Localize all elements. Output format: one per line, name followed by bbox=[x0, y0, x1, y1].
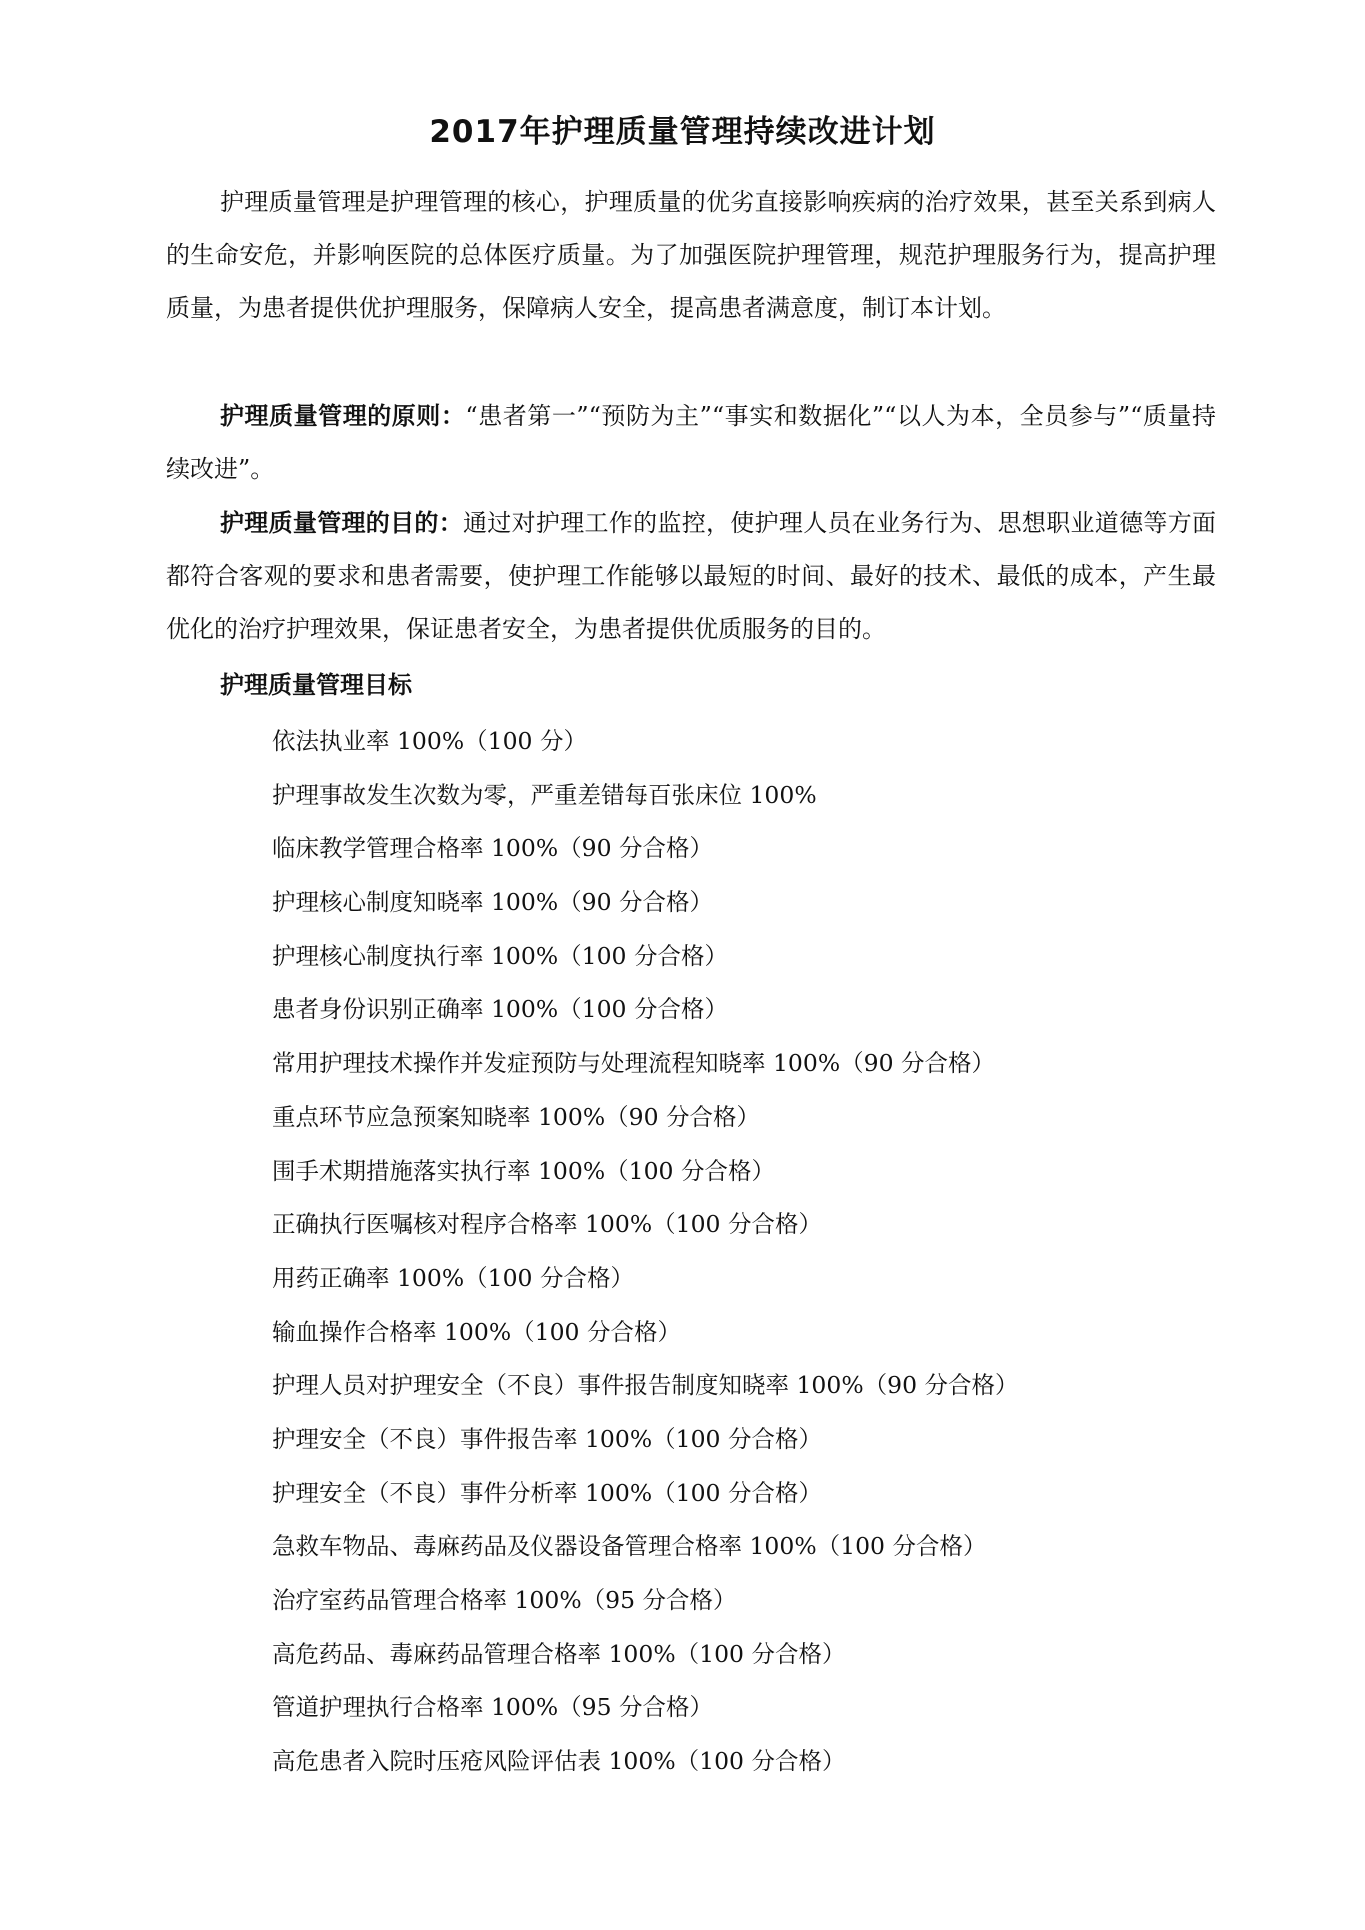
goal-item: 护理核心制度知晓率 100%（90 分合格） bbox=[272, 888, 714, 917]
goal-item: 正确执行医嘱核对程序合格率 100%（100 分合格） bbox=[272, 1210, 822, 1239]
purpose-label: 护理质量管理的目的： bbox=[220, 509, 463, 537]
purpose-paragraph bbox=[166, 497, 1216, 656]
goal-item: 围手术期措施落实执行率 100%（100 分合格） bbox=[272, 1156, 775, 1185]
goals-heading: 护理质量管理目标 bbox=[220, 671, 412, 699]
goal-item: 依法执业率 100%（100 分） bbox=[272, 727, 587, 755]
goal-item: 护理安全（不良）事件分析率 100%（100 分合格） bbox=[272, 1478, 822, 1507]
intro-paragraph: 护理质量管理是护理管理的核心，护理质量的优劣直接影响疾病的治疗效果，甚至关系到病人的生命安危，并影响医院的总体医疗质量。为了加强医院护理管理，规范护理服务行为，提高护理质量，为患者提供优护理服务，保障病人安全，提高患者满意度，制订本计划。 bbox=[166, 188, 1216, 322]
goal-item: 临床教学管理合格率 100%（90 分合格） bbox=[272, 834, 714, 863]
goal-item: 护理安全（不良）事件报告率 100%（100 分合格） bbox=[272, 1424, 822, 1453]
goal-item: 护理核心制度执行率 100%（100 分合格） bbox=[272, 941, 728, 970]
principles-paragraph bbox=[166, 390, 1216, 496]
goals-list bbox=[272, 719, 1019, 1793]
document-title: 2017年护理质量管理持续改进计划 bbox=[429, 114, 936, 150]
goal-item: 重点环节应急预案知晓率 100%（90 分合格） bbox=[272, 1102, 761, 1131]
principles-label: 护理质量管理的原则： bbox=[220, 402, 466, 430]
goal-item: 管道护理执行合格率 100%（95 分合格） bbox=[272, 1693, 714, 1722]
goal-item: 急救车物品、毒麻药品及仪器设备管理合格率 100%（100 分合格） bbox=[272, 1532, 987, 1561]
goal-item: 常用护理技术操作并发症预防与处理流程知晓率 100%（90 分合格） bbox=[272, 1049, 996, 1078]
goal-item: 患者身份识别正确率 100%（100 分合格） bbox=[272, 995, 728, 1024]
goal-item: 高危药品、毒麻药品管理合格率 100%（100 分合格） bbox=[272, 1639, 846, 1668]
purpose-text: 通过对护理工作的监控，使护理人员在业务行为、思想职业道德等方面都符合客观的要求和患者需要，使护理工作能够以最短的时间、最好的技术、最低的成本，产生最优化的治疗护理效果，保证患者安全，为患者提供优质服务的目的。 bbox=[166, 509, 1216, 643]
goal-item: 输血操作合格率 100%（100 分合格） bbox=[272, 1317, 681, 1346]
goal-item: 护理事故发生次数为零，严重差错每百张床位 100% bbox=[272, 780, 817, 809]
goal-item: 护理人员对护理安全（不良）事件报告制度知晓率 100%（90 分合格） bbox=[272, 1371, 1019, 1400]
goal-item: 高危患者入院时压疮风险评估表 100%（100 分合格） bbox=[272, 1747, 846, 1776]
goal-item: 治疗室药品管理合格率 100%（95 分合格） bbox=[272, 1586, 737, 1614]
goal-item: 用药正确率 100%（100 分合格） bbox=[272, 1263, 634, 1292]
principles-text: “患者第一”“预防为主”“事实和数据化”“以人为本，全员参与”“质量持续改进”。 bbox=[166, 402, 1216, 483]
